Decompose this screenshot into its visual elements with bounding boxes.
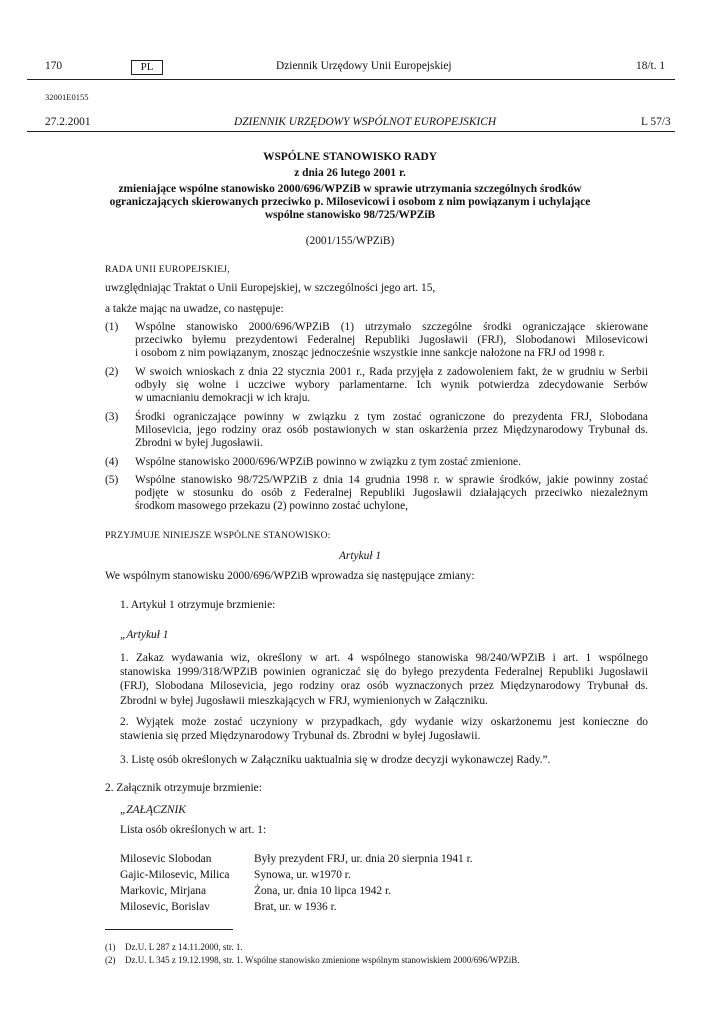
person-name: Milosevic, Borislav — [120, 901, 210, 913]
quoted-paragraph-2 — [120, 715, 648, 743]
recital-line: i osobom z nim powiązanym, znosząc jednocześnie wszystkie inne sankcje nałożone na FRJ od 1998 r. — [135, 347, 605, 359]
article-intro: We wspólnym stanowisku 2000/696/WPZiB wprowadza się następujące zmiany: — [105, 570, 475, 582]
recital-line: Środki ograniczające powinny w związku z tym zostać ograniczone do prezydenta FRJ, Slobodana — [135, 411, 648, 423]
annex-heading: „ZAŁĄCZNIK — [120, 804, 186, 816]
footnote-text: Dz.U. L 287 z 14.11.2000, str. 1. — [125, 942, 243, 952]
council-name: RADA UNII EUROPEJSKIEJ, — [105, 264, 230, 275]
journal-title: Dziennik Urzędowy Unii Europejskiej — [276, 60, 452, 72]
quoted-paragraph-3: 3. Listę osób określonych w Załączniku uaktualnia się w drodze decyzji wykonawczej Rady.”. — [120, 754, 551, 766]
person-description: Żona, ur. dnia 10 lipca 1942 r. — [254, 885, 391, 897]
recital-line: w umacnianiu demokracji w ich kraju. — [135, 392, 311, 404]
paragraph-line: stawienia się przed Międzynarodowy Trybunał ds. Zbrodni w byłej Jugosławii. — [120, 730, 481, 743]
person-name: Markovic, Mirjana — [120, 885, 207, 897]
person-name: Gajic-Milosevic, Milica — [120, 869, 230, 881]
language-badge: PL — [131, 60, 163, 75]
title-line-5: wspólne stanowisko 98/725/WPZiB — [264, 209, 436, 221]
date-rule — [27, 131, 675, 132]
paragraph-line: 1. Zakaz wydawania wiz, określony w art. 4 wspólnego stanowiska 98/240/WPZiB i art. 1 wspólnego — [120, 652, 648, 664]
footnote-text: Dz.U. L 345 z 19.12.1998, str. 1. Wspólne stanowisko zmienione wspólnym stanowiskiem 2000/696/WPZiB. — [125, 955, 520, 965]
title-line-1: WSPÓLNE STANOWISKO RADY — [263, 151, 437, 163]
amendment-1: 1. Artykuł 1 otrzymuje brzmienie: — [120, 599, 276, 611]
journal-reference: L 57/3 — [641, 116, 671, 128]
amendment-2: 2. Załącznik otrzymuje brzmienie: — [105, 782, 262, 794]
recital-line: Wspólne stanowisko 98/725/WPZiB z dnia 14 grudnia 1998 r. w sprawie środków, jakie powinny zostać — [135, 474, 648, 486]
person-description: Synowa, ur. w1970 r. — [254, 869, 351, 881]
footnote-mark: (1) — [105, 942, 116, 952]
recital-number: (3) — [105, 411, 119, 423]
volume-number: 18/t. 1 — [636, 60, 666, 72]
treaty-clause: uwzględniając Traktat o Unii Europejskiej, w szczególności jego art. 15, — [105, 282, 436, 294]
paragraph-line: stanowiska 1999/318/WPZiB powinien ograniczać się do byłego prezydenta Federalnej Republiki Jugosławii — [120, 666, 648, 679]
footnote-mark: (2) — [105, 955, 116, 965]
document-code: (2001/155/WPZiB) — [305, 235, 395, 247]
title-line-4: ograniczających skierowanych przeciwko p. Milosevicowi i osobom z nim powiązanym i uchylające — [109, 196, 591, 208]
header-rule — [27, 79, 675, 80]
recital-number: (1) — [105, 321, 119, 333]
recital-line: Milosevicia, jego rodziny oraz osób postawionych w stan oskarżenia przez Międzynarodowy Trybunał ds. — [135, 424, 648, 436]
article-heading: Artykuł 1 — [338, 550, 382, 562]
title-line-3: zmieniające wspólne stanowisko 2000/696/WPZiB w sprawie utrzymania szczególnych środków — [118, 183, 582, 195]
paragraph-line: 2. Wyjątek może zostać uczyniony w przypadkach, gdy wydanie wizy oskarżonemu jest konieczne do — [120, 716, 648, 728]
recital-line: odbyły się wolne i uczciwe wybory parlamentarne. Ich wynik potwierdza zdecydowanie Serbów — [135, 379, 648, 391]
paragraph-line: (FRJ), Slobodana Milosevicia, jego rodziny oraz osób wyznaczonych przez Międzynarodowy Trybunał ds. — [120, 680, 648, 693]
quoted-article-heading: „Artykuł 1 — [120, 629, 169, 641]
celex-number: 32001E0155 — [45, 92, 89, 102]
page-number: 170 — [45, 60, 63, 72]
publication-date: 27.2.2001 — [45, 116, 91, 128]
title-date: z dnia 26 lutego 2001 r. — [294, 167, 406, 179]
recital-number: (4) — [105, 456, 119, 468]
recital-line: środkom masowego przekazu (2) powinno zostać uchylone, — [135, 500, 408, 512]
person-description: Były prezydent FRJ, ur. dnia 20 sierpnia 1941 r. — [254, 853, 473, 865]
paragraph-line: Zbrodni w byłej Jugosławii mieszkających w FRJ, wymienionych w Załączniku. — [120, 694, 488, 707]
person-description: Brat, ur. w 1936 r. — [254, 901, 337, 913]
quoted-paragraph-1 — [120, 651, 648, 708]
footnote-rule — [105, 929, 233, 930]
recital-line: W swoich wnioskach z dnia 22 stycznia 2001 r., Rada przyjęła z zadowoleniem fakt, że w grudniu w Serbii — [135, 366, 648, 378]
recital-number: (2) — [105, 366, 119, 378]
person-name: Milosevic Slobodan — [120, 853, 212, 865]
recital-line: Zbrodni w byłej Jugosławii. — [135, 437, 263, 449]
recital-line: podjęte w stosunku do osób z Federalnej Republiki Jugosławii działających przeciwko niezależnym — [135, 487, 648, 499]
recital-line: przeciwko byłemu prezydentowi Federalnej Republiki Jugosławii (FRJ), Slobodanowi Milosevicowi — [135, 334, 648, 346]
adopts-clause: PRZYJMUJE NINIEJSZE WSPÓLNE STANOWISKO: — [105, 530, 331, 541]
annex-intro: Lista osób określonych w art. 1: — [120, 824, 267, 836]
recital-line: Wspólne stanowisko 2000/696/WPZiB (1) utrzymało szczególne środki ograniczające skierowane — [135, 321, 648, 333]
recital-line: Wspólne stanowisko 2000/696/WPZiB powinno w związku z tym zostać zmienione. — [135, 456, 521, 468]
whereas-clause: a także mając na uwadze, co następuje: — [105, 303, 284, 315]
recital-number: (5) — [105, 474, 119, 486]
old-journal-title: DZIENNIK URZĘDOWY WSPÓLNOT EUROPEJSKICH — [234, 116, 497, 128]
